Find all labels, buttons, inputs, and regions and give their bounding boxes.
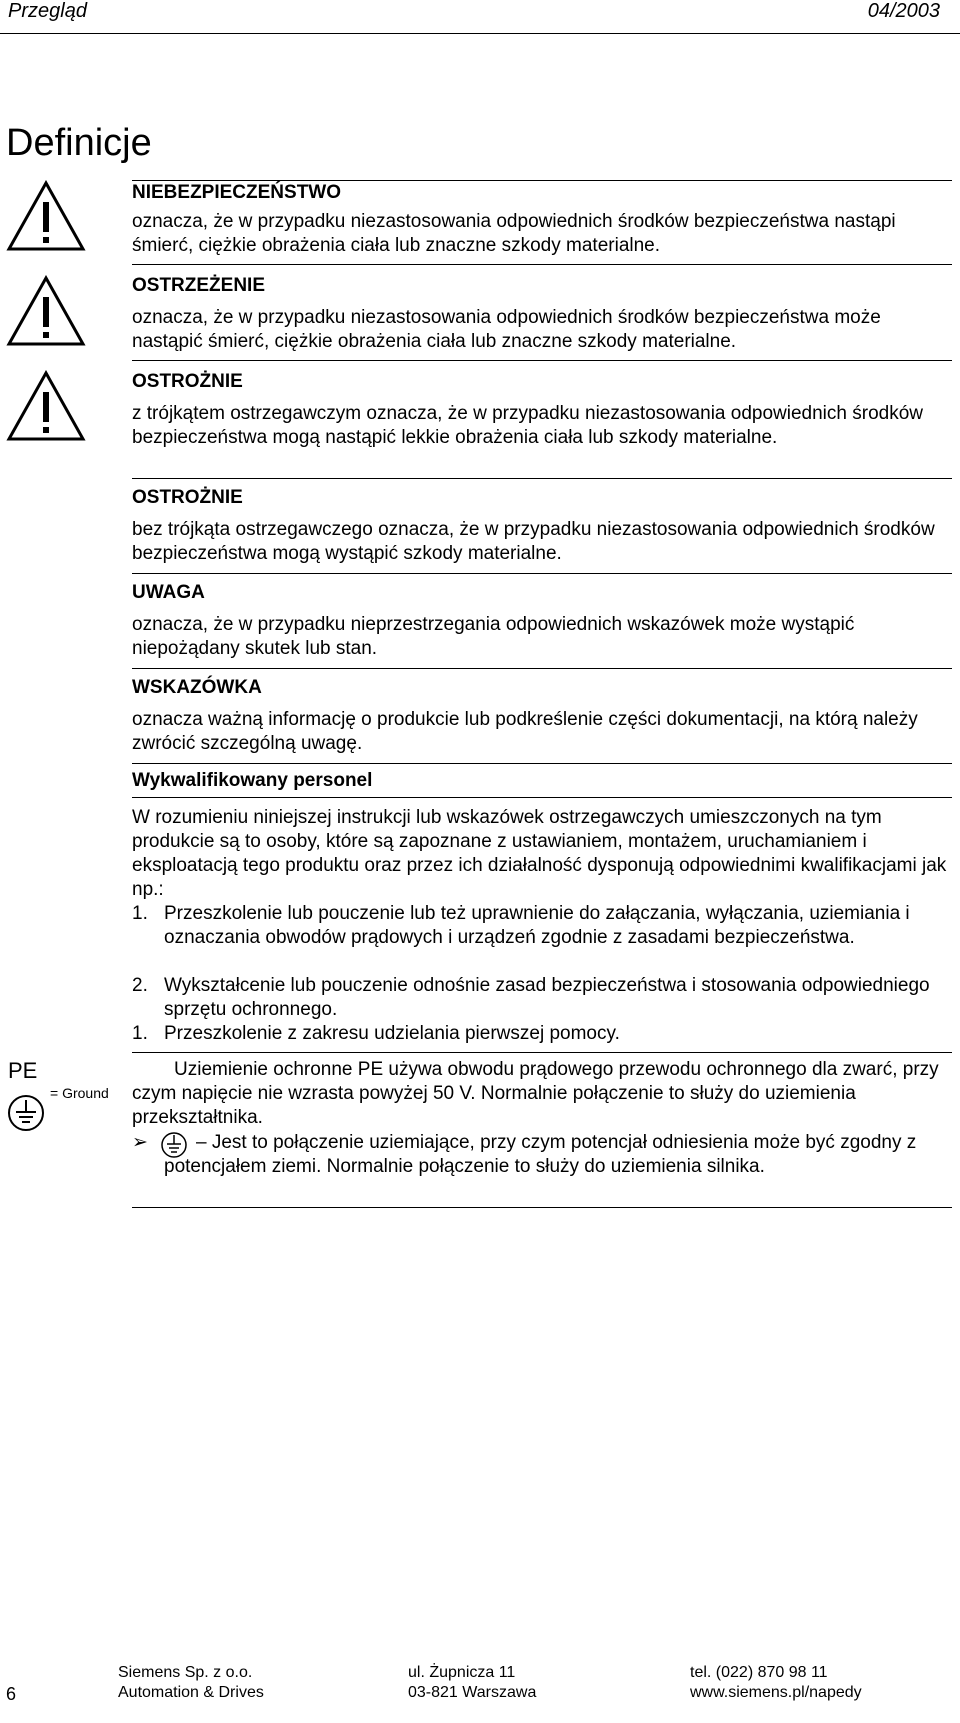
- section-divider: [132, 264, 952, 265]
- section-title-danger: NIEBEZPIECZEŃSTWO: [132, 182, 342, 203]
- bullet-arrow-icon: ➢: [132, 1132, 148, 1153]
- section-divider: [132, 797, 952, 798]
- personnel-intro: W rozumieniu niniejszej instrukcji lub wskazówek ostrzegawczych umieszczonych na tym produkcie są to osoby, które są zapoznane z ustawianiem, montażem, uruchamianiem i eksploatacją tego produktu oraz przez ich działalność dysponują odpowiednimi kwalifikacjami jak np.:: [132, 807, 947, 900]
- section-divider: [132, 1207, 952, 1208]
- section-divider: [132, 1052, 952, 1053]
- list-item-text: Wykształcenie lub pouczenie odnośnie zasad bezpieczeństwa i stosowania odpowiedniego sprzętu ochronnego.: [164, 975, 930, 1020]
- list-item-number: 1.: [132, 1023, 148, 1044]
- list-item-text: Przeszkolenie z zakresu udzielania pierwszej pomocy.: [164, 1023, 620, 1044]
- pe-label: PE: [8, 1058, 38, 1083]
- ground-text: Uziemienie ochronne PE używa obwodu prądowego przewodu ochronnego dla zwarć, przy czym napięcie nie wzrasta powyżej 50 V. Normalnie połączenie to służy do uziemienia przekształtnika.: [132, 1059, 939, 1128]
- page-title: Definicje: [6, 122, 152, 164]
- footer-company: Siemens Sp. z o.o.: [118, 1664, 253, 1681]
- section-divider: [132, 763, 952, 764]
- caution-triangle-icon: [6, 370, 86, 442]
- section-text-note: oznacza, że w przypadku nieprzestrzegania odpowiednich wskazówek może wystąpić niepożądany skutek lub stan.: [132, 614, 855, 659]
- danger-triangle-icon: [6, 180, 86, 252]
- section-title-note: UWAGA: [132, 582, 205, 603]
- header-divider: [0, 33, 960, 34]
- section-text-hint: oznacza ważną informację o produkcie lub podkreślenie części dokumentacji, na którą należy zwrócić szczególną uwagę.: [132, 709, 918, 754]
- protective-earth-icon: [6, 1093, 46, 1133]
- ground-label: = Ground: [50, 1085, 109, 1101]
- list-item: [132, 974, 952, 1022]
- section-text-caution-triangle: z trójkątem ostrzegawczym oznacza, że w przypadku niezastosowania odpowiednich środków bezpieczeństwa mogą nastąpić lekkie obrażenia ciała lub szkody materialne.: [132, 403, 923, 448]
- footer-division: Automation & Drives: [118, 1684, 264, 1701]
- list-item-number: 1.: [132, 903, 148, 924]
- header-date: 04/2003: [867, 0, 940, 22]
- footer-street: ul. Żupnicza 11: [408, 1664, 516, 1681]
- page-number: 6: [6, 1684, 17, 1704]
- list-item: [132, 1022, 952, 1046]
- section-divider: [132, 180, 952, 181]
- personnel-title: Wykwalifikowany personel: [132, 770, 373, 791]
- section-text-warning: oznacza, że w przypadku niezastosowania odpowiednich środków bezpieczeństwa może nastąpić śmierć, ciężkie obrażenia ciała lub znaczne szkody materialne.: [132, 307, 881, 352]
- list-item-text: Przeszkolenie lub pouczenie lub też uprawnienie do załączania, wyłączania, uziemiania i oznaczania obwodów prądowych i urządzeń zgodnie z zasadami bezpieczeństwa.: [164, 903, 910, 948]
- section-text-caution: bez trójkąta ostrzegawczego oznacza, że w przypadku niezastosowania odpowiednich środków bezpieczeństwa mogą wystąpić szkody materialne.: [132, 519, 935, 564]
- section-divider: [132, 573, 952, 574]
- section-divider: [132, 360, 952, 361]
- warning-triangle-icon: [6, 275, 86, 347]
- list-item-number: 2.: [132, 975, 148, 996]
- section-title-caution-triangle: OSTROŻNIE: [132, 371, 243, 392]
- section-divider: [132, 478, 952, 479]
- section-title-caution: OSTROŻNIE: [132, 487, 243, 508]
- footer-website: www.siemens.pl/napedy: [690, 1684, 862, 1701]
- section-text-danger: oznacza, że w przypadku niezastosowania odpowiednich środków bezpieczeństwa nastąpi śmierć, ciężkie obrażenia ciała lub znaczne szkody materialne.: [132, 211, 896, 256]
- section-title-hint: WSKAZÓWKA: [132, 677, 262, 698]
- footer-city: 03-821 Warszawa: [408, 1684, 537, 1701]
- section-title-warning: OSTRZEŻENIE: [132, 275, 266, 296]
- header-section-title: Przegląd: [8, 0, 87, 22]
- footer-phone: tel. (022) 870 98 11: [690, 1664, 828, 1681]
- list-item: [132, 902, 952, 950]
- section-divider: [132, 668, 952, 669]
- functional-earth-text: – Jest to połączenie uziemiające, przy czym potencjał odniesienia może być zgodny z potencjałem ziemi. Normalnie połączenie to służy do uziemienia silnika.: [164, 1132, 917, 1177]
